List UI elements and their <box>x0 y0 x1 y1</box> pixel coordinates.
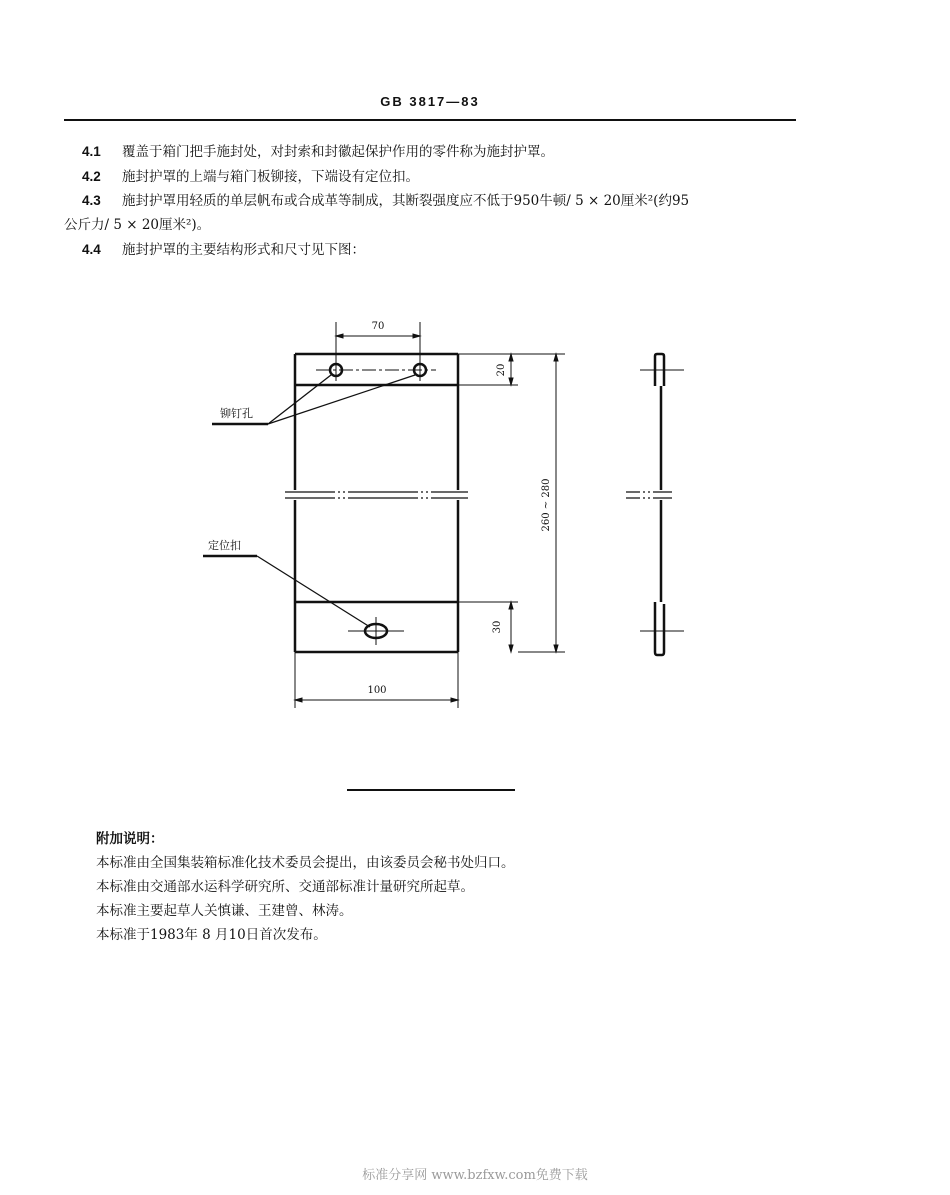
side-bottom-fold <box>655 602 664 655</box>
dim-width-value: 100 <box>367 685 387 696</box>
clause-number: 4.2 <box>82 169 101 184</box>
leader-line <box>257 556 370 627</box>
dimension-bottom-band <box>458 602 518 652</box>
notes-line: 本标准主要起草人关慎谦、王建曾、林涛。 <box>96 903 353 919</box>
label-rivet-holes: 铆钉孔 <box>220 407 253 420</box>
clause-4-3-continuation: 公斤力/ 5 × 20厘米²)。 <box>64 217 211 233</box>
clause-text: 施封护罩用轻质的单层帆布或合成革等制成，其断裂强度应不低于950牛顿/ 5 × 20厘米²(约95 <box>122 193 690 209</box>
clause-number: 4.1 <box>82 144 101 159</box>
notes-line: 本标准于1983年 8 月10日首次发布。 <box>96 927 327 943</box>
arrowhead <box>509 645 513 652</box>
clause-number: 4.3 <box>82 193 101 208</box>
arrowhead <box>509 378 513 385</box>
dim-top-band-value: 20 <box>496 363 507 377</box>
leader-line-2 <box>268 375 415 424</box>
leader-locating-button <box>203 556 370 627</box>
notes-line: 本标准由全国集装箱标准化技术委员会提出，由该委员会秘书处归口。 <box>96 855 515 871</box>
dimension-top-band <box>458 354 518 385</box>
clause-text: 覆盖于箱门把手施封处，对封索和封徽起保护作用的零件称为施封护罩。 <box>122 144 554 160</box>
dimension-width <box>295 652 458 708</box>
arrowhead <box>554 354 558 361</box>
arrowhead <box>554 645 558 652</box>
arrowhead <box>295 698 302 702</box>
arrowhead <box>509 602 513 609</box>
side-view <box>626 354 684 655</box>
clause-text: 施封护罩的主要结构形式和尺寸见下图： <box>122 242 365 258</box>
end-rule <box>347 789 515 791</box>
dim-bottom-band-value: 30 <box>492 620 503 634</box>
additional-notes <box>96 827 515 947</box>
leader-line-1 <box>268 375 331 424</box>
label-locating-button: 定位扣 <box>208 539 241 552</box>
front-view <box>285 354 468 652</box>
dim-hole-spacing-value: 70 <box>371 321 385 332</box>
arrowhead <box>413 334 420 338</box>
notes-heading: 附加说明： <box>96 831 164 847</box>
arrowhead <box>336 334 343 338</box>
clause-text: 施封护罩的上端与箱门板铆接，下端设有定位扣。 <box>122 169 419 185</box>
arrowhead <box>509 354 513 361</box>
footer-watermark: 标准分享网 www.bzfxw.com免费下载 <box>362 1168 588 1183</box>
clause-number: 4.4 <box>82 242 101 257</box>
arrowhead <box>451 698 458 702</box>
document-header-title: GB 3817—83 <box>380 94 480 109</box>
notes-line: 本标准由交通部水运科学研究所、交通部标准计量研究所起草。 <box>96 879 474 895</box>
dim-total-length-value: 260 ~ 280 <box>541 478 552 532</box>
